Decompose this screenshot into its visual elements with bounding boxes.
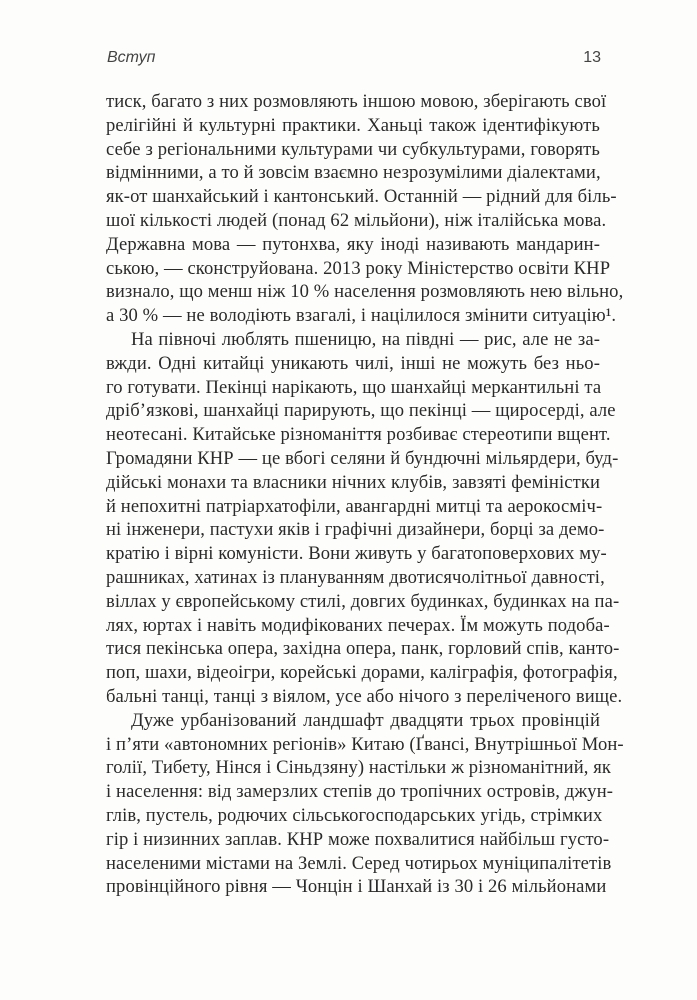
text-line: провінційного рівня — Чонцін і Шанхай із 30 і 26 мільйонами — [106, 876, 607, 898]
text-line: дріб’язкові, шанхайці парирують, що пекінці — щиросерді, але — [106, 400, 616, 422]
text-line: лях, юртах і навіть модифікованих печерах. Їм можуть подоба- — [106, 614, 610, 636]
text-line: ською, — сконструйована. 2013 року Міністерство освіти КНР — [106, 257, 611, 279]
text-line: і п’яти «автономних регіонів» Китаю (Ґвансі, Внутрішньої Мон- — [106, 733, 624, 755]
paragraph — [106, 709, 624, 899]
text-line: дійські монахи та власники нічних клубів, завзяті феміністки — [106, 471, 600, 493]
text-line: і населення: від замерзлих степів до тропічних островів, джун- — [106, 781, 614, 803]
text-line: Державна мова — путонхва, яку іноді називають мандарин- — [106, 233, 600, 255]
text-line: кратію і вірні комуністи. Вони живуть у багатоповерхових му- — [106, 543, 607, 565]
text-line: визнало, що менш ніж 10 % населення розмовляють нею вільно, — [106, 281, 624, 303]
text-line: віллах у європейському стилі, довгих будинках, будинках на па- — [106, 590, 620, 612]
text-line: ні інженери, пастухи яків і графічні дизайнери, борці за демо- — [106, 519, 605, 541]
text-line: Громадяни КНР — це вбогі селяни й бундючні мільярдери, буд- — [106, 447, 619, 469]
paragraph — [106, 328, 623, 709]
text-line: як-от шанхайський і кантонський. Останній — рідний для біль- — [106, 186, 617, 208]
text-line: голії, Тибету, Нінся і Сіньдзяну) настільки ж різноманітний, як — [106, 757, 612, 779]
text-line: шої кількості людей (понад 62 мільйони), ніж італійська мова. — [106, 209, 607, 231]
text-line: себе з регіональними культурами чи субкультурами, говорять — [106, 138, 600, 160]
running-header-title: Вступ — [107, 49, 156, 66]
text-line: неотесані. Китайське різноманіття розбиває стереотипи вщент. — [106, 424, 611, 446]
text-line: рашниках, хатинах із плануванням двотисячолітньої давності, — [106, 566, 605, 588]
text-line: відмінними, а то й зовсім взаємно незрозумілими діалектами, — [106, 162, 601, 184]
text-line: й непохитні патріархатофіли, авангардні митці та аерокосміч- — [106, 495, 603, 517]
text-line: тиск, багато з них розмовляють іншою мовою, зберігають свої — [106, 91, 607, 112]
text-line: го готувати. Пекінці нарікають, що шанхайці меркантильні та — [106, 376, 602, 398]
text-line: релігійні й культурні практики. Ханьці також ідентифікують — [106, 114, 600, 136]
text-line: Дуже урбанізований ландшафт двадцяти трьох провінцій — [131, 709, 600, 731]
text-line: На півночі люблять пшеницю, на півдні — рис, але не за- — [131, 328, 600, 350]
paragraph — [106, 90, 624, 328]
text-line: населеними містами на Землі. Серед чотирьох муніципалітетів — [106, 852, 612, 874]
page-number: 13 — [583, 49, 601, 66]
text-line: поп, шахи, відеоігри, корейські дорами, каліграфія, фотографія, — [106, 662, 618, 684]
text-line: бальні танці, танці з віялом, усе або нічого з переліченого вище. — [106, 685, 623, 707]
text-line: а 30 % — не володіють взагалі, і націлилося змінити ситуацію¹. — [106, 305, 617, 327]
text-line: гір і низинних заплав. КНР може похвалитися найбільш густо- — [106, 828, 610, 850]
body-text — [106, 90, 624, 899]
text-line: глів, пустель, родючих сільськогосподарських угідь, стрімких — [106, 804, 603, 826]
text-line: тися пекінська опера, західна опера, панк, горловий спів, канто- — [106, 638, 620, 660]
text-line: вжди. Одні китайці уникають чилі, інші не можуть без ньо- — [106, 352, 600, 374]
